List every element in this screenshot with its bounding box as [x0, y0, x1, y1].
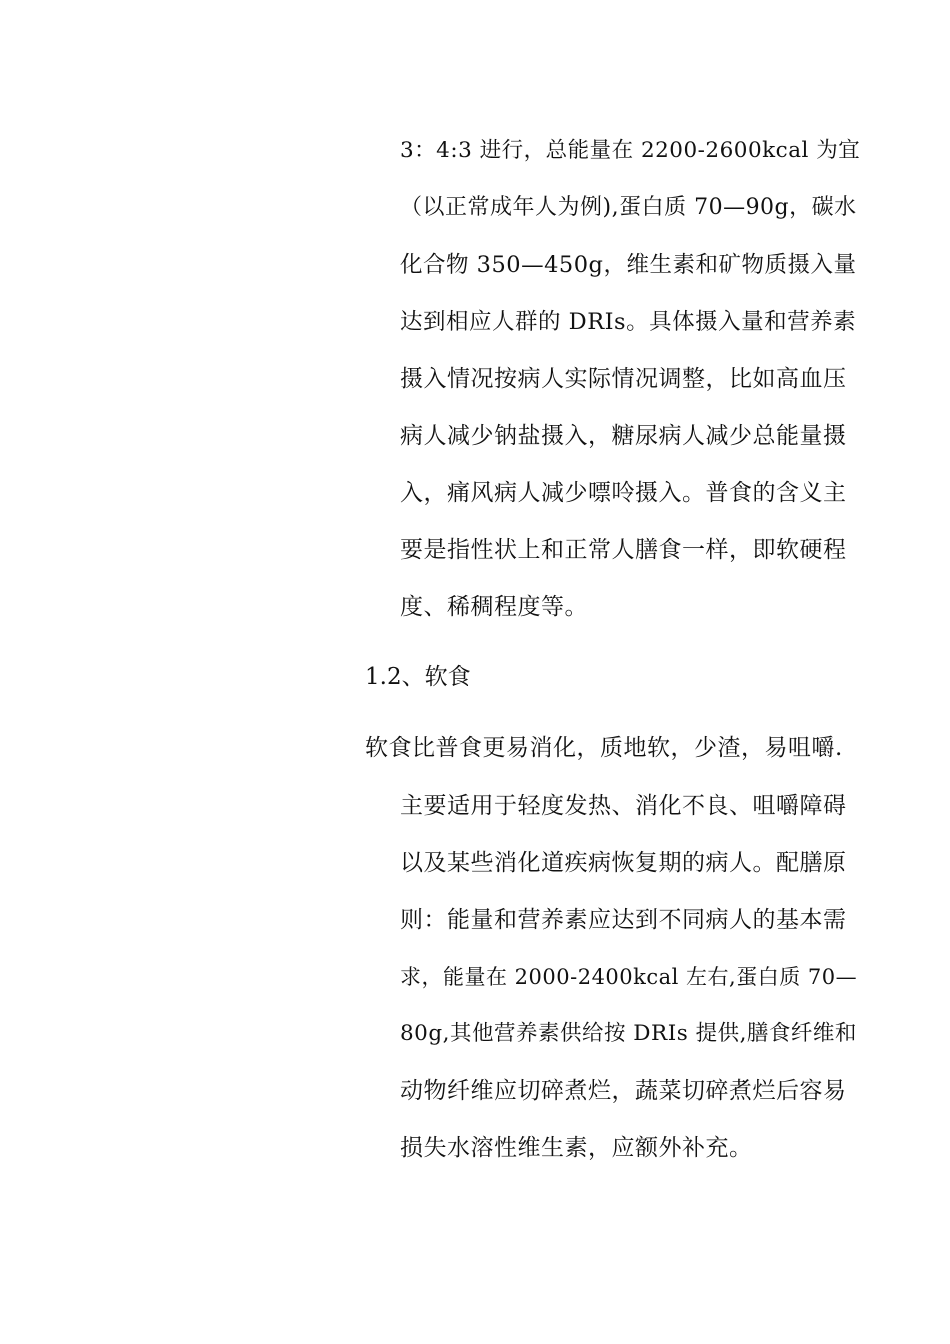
paragraph-first-line: 软食比普食更易消化，质地软，少渣，易咀嚼.	[365, 735, 843, 761]
paragraph-line: 3：4:3 进行，总能量在 2200-2600kcal 为宜	[400, 138, 861, 163]
paragraph-line: 入，痛风病人减少嘌呤摄入。普食的含义主	[400, 480, 847, 506]
paragraph-line: 病人减少钠盐摄入，糖尿病人减少总能量摄	[400, 423, 847, 449]
paragraph-line: 主要适用于轻度发热、消化不良、咀嚼障碍	[400, 793, 847, 819]
paragraph-line: 求，能量在 2000-2400kcal 左右,蛋白质 70—	[400, 965, 858, 989]
paragraph-line: 要是指性状上和正常人膳食一样，即软硬程	[400, 537, 847, 563]
paragraph-line: 达到相应人群的 DRIs。具体摄入量和营养素	[400, 309, 857, 335]
paragraph-line: 80g,其他营养素供给按 DRIs 提供,膳食纤维和	[400, 1021, 857, 1046]
paragraph-line: 以及某些消化道疾病恢复期的病人。配膳原	[400, 850, 847, 876]
paragraph-line: 摄入情况按病人实际情况调整，比如高血压	[400, 366, 847, 392]
paragraph-line: （以正常成年人为例),蛋白质 70—90g，碳水	[400, 195, 857, 220]
paragraph-line: 化合物 350—450g，维生素和矿物质摄入量	[400, 252, 857, 278]
section-heading: 1.2、软食	[365, 664, 471, 690]
paragraph-line: 则：能量和营养素应达到不同病人的基本需	[400, 907, 847, 933]
paragraph-line: 损失水溶性维生素，应额外补充。	[400, 1135, 753, 1161]
paragraph-line: 度、稀稠程度等。	[400, 594, 588, 620]
paragraph-line: 动物纤维应切碎煮烂，蔬菜切碎煮烂后容易	[400, 1078, 847, 1104]
